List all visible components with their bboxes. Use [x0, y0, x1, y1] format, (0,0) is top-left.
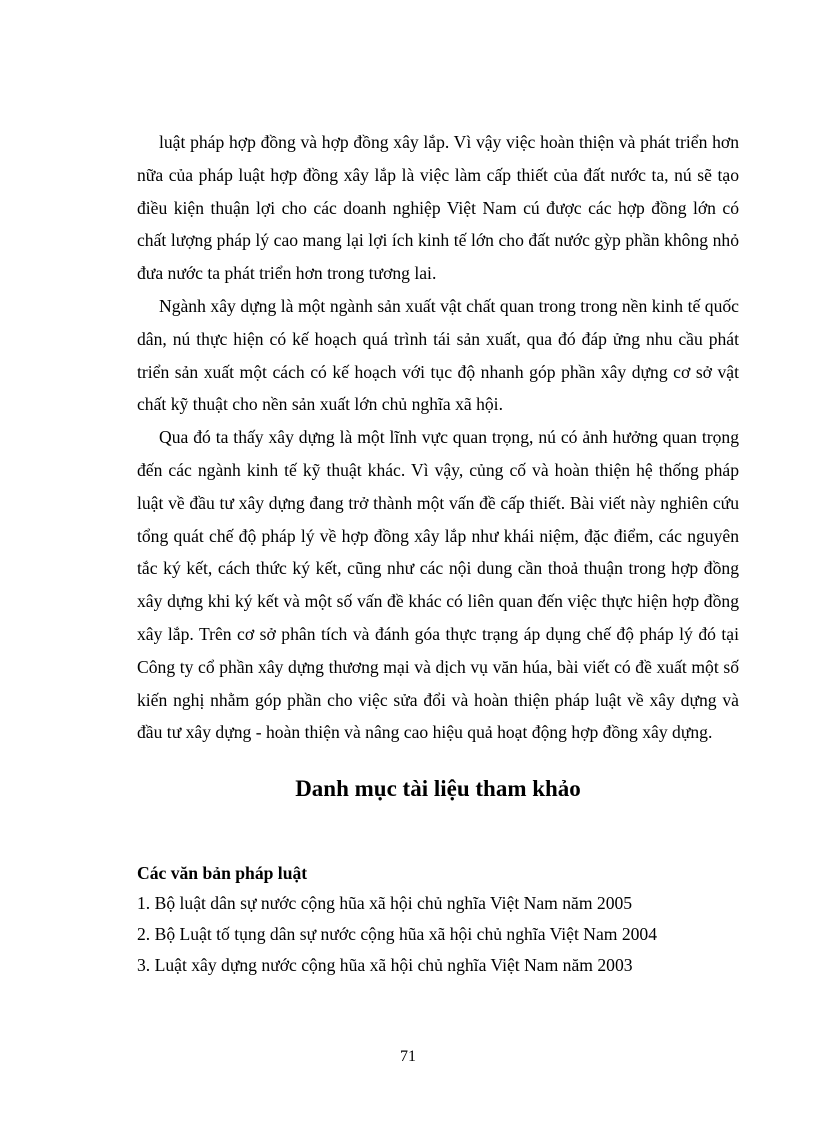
reference-item-3: 3. Luật xây dựng nước cộng hũa xã hội chủ nghĩa Việt Nam năm 2003 — [137, 955, 633, 975]
paragraph-1: luật pháp hợp đồng và hợp đồng xây lắp. Vì vậy việc hoàn thiện và phát triển hơn nữa của pháp luật hợp đồng xây lắp là việc làm cấp thiết của đất nước ta, nú sẽ tạo điều kiện thuận lợi cho các doanh nghiệp Việt Nam cú được các hợp đồng lớn có chất lượng pháp lý cao mang lại lợi ích kinh tế lớn cho đất nước gỳp phần không nhỏ đưa nước ta phát triển hơn trong tương lai. — [137, 132, 739, 284]
paragraph-2: Ngành xây dựng là một ngành sản xuất vật chất quan trong trong nền kinh tế quốc dân, nú thực hiện có kế hoạch quá trình tái sản xuất, qua đó đáp ửng nhu cầu phát triển sản xuất một cách có kế hoạch với tục độ nhanh góp phần xây dựng cơ sở vật chất kỹ thuật cho nền sản xuất lớn chủ nghĩa xã hội. — [137, 295, 739, 415]
page-number: 71 — [400, 1048, 416, 1065]
reference-list — [137, 888, 739, 981]
paragraph-3: Qua đó ta thấy xây dựng là một lĩnh vực quan trọng, nú có ảnh hưởng quan trọng đến các ngành kinh tế kỹ thuật khác. Vì vậy, củng cố và hoàn thiện hệ thống pháp luật về đầu tư xây dựng đang trở thành một vấn đề cấp thiết. Bài viết này nghiên cứu tổng quát chế độ pháp lý về hợp đồng xây lắp như khái niệm, đặc điểm, các nguyên tắc ký kết, cách thức ký kết, cũng như các nội dung cần thoả thuận trong hợp đồng xây dựng khi ký kết và một số vấn đề khác có liên quan đến việc thực hiện hợp đồng xây lắp. Trên cơ sở phân tích và đánh góa thực trạng áp dụng chế độ pháp lý đó tại Công ty cổ phần xây dựng thương mại và dịch vụ văn húa, bài viết có đề xuất một số kiến nghị nhằm góp phần cho việc sửa đổi và hoàn thiện pháp luật về xây dựng và đầu tư xây dựng - hoàn thiện và nâng cao hiệu quả hoạt động hợp đồng xây dựng. — [137, 427, 739, 743]
reference-item-1: 1. Bộ luật dân sự nước cộng hũa xã hội chủ nghĩa Việt Nam năm 2005 — [137, 893, 633, 913]
body-text — [137, 126, 739, 749]
subheading-legal-documents: Các văn bản pháp luật — [137, 863, 308, 883]
section-title: Danh mục tài liệu tham khảo — [295, 776, 581, 801]
reference-item-2: 2. Bộ Luật tố tụng dân sự nước cộng hũa xã hội chủ nghĩa Việt Nam 2004 — [137, 924, 658, 944]
